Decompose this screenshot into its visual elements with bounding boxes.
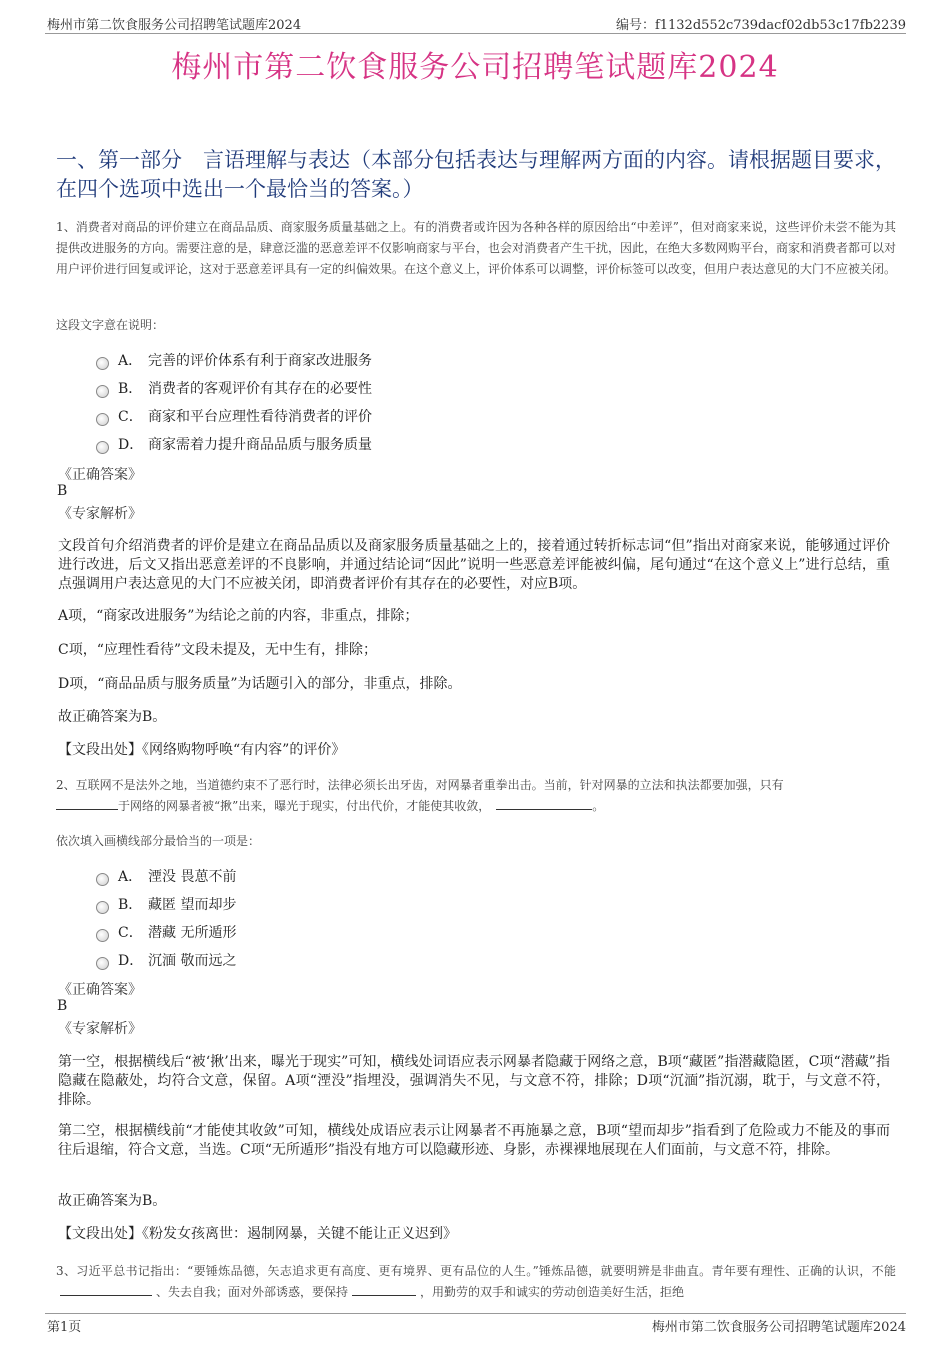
question-2-option-a[interactable]	[96, 866, 236, 886]
question-3-text: 3、习近平总书记指出：“要锤炼品德，矢志追求更有高度、更有境界、更有品位的人生。”锤炼品德，就要明辨是非曲直。青年要有理性、正确的认识，不能、失去自我；面对外部诱惑，要保持 ，用勤劳的双手和诚实的劳动创造美好生活，拒绝	[56, 1264, 896, 1299]
analysis-paragraph: 文段首句介绍消费者的评价是建立在商品品质以及商家服务质量基础之上的，接着通过转折标志词“但”指出对商家来说，能够通过评价进行改进，后文又指出恶意差评的不良影响，并通过结论词“因此”说明一些恶意差评能被纠偏，尾句通过“在这个意义上”进行总结，重点强调用户表达意见的大门不应被关闭，即消费者评价有其存在的必要性，对应B项。	[58, 538, 890, 592]
option-letter: A．	[118, 353, 143, 369]
radio-icon[interactable]	[96, 901, 109, 914]
footer-divider	[45, 1313, 906, 1314]
fill-blank[interactable]	[496, 797, 592, 810]
option-letter: D．	[118, 437, 144, 453]
header-left: 梅州市第二饮食服务公司招聘笔试题库2024	[47, 18, 302, 33]
analysis-paragraph: 故正确答案为B。	[58, 709, 167, 725]
option-letter: B．	[118, 381, 143, 397]
option-letter: D．	[118, 953, 144, 969]
correct-answer: B	[57, 998, 68, 1014]
option-text: 湮没 畏葸不前	[148, 869, 237, 885]
radio-icon[interactable]	[96, 413, 109, 426]
option-letter: C．	[118, 409, 143, 425]
question-2-option-c[interactable]	[96, 922, 236, 942]
option-letter: A．	[118, 869, 143, 885]
answer-label: 《正确答案》	[58, 467, 142, 483]
option-text: 潜藏 无所遁形	[148, 925, 237, 941]
question-2-option-d[interactable]	[96, 950, 236, 970]
fill-blank[interactable]	[352, 1283, 416, 1296]
source-citation: 【文段出处】《网络购物呼唤“有内容”的评价》	[58, 742, 346, 758]
analysis-label: 《专家解析》	[58, 1021, 142, 1037]
question-2-prompt: 依次填入画横线部分最恰当的一项是：	[56, 834, 261, 848]
option-text: 商家和平台应理性看待消费者的评价	[148, 409, 372, 425]
fill-blank[interactable]	[56, 797, 118, 810]
question-1-prompt: 这段文字意在说明：	[56, 318, 165, 332]
header-divider	[45, 33, 906, 34]
radio-icon[interactable]	[96, 873, 109, 886]
question-2-option-b[interactable]	[96, 894, 236, 914]
analysis-paragraph: A项，“商家改进服务”为结论之前的内容，非重点，排除；	[58, 608, 419, 624]
question-2-text: 2、互联网不是法外之地，当道德约束不了恶行时，法律必须长出牙齿，对网暴者重拳出击。当前，针对网暴的立法和执法都要加强，只有 于网络的网暴者被“揪”出来，曝光于现实，付出代价，才能使其收敛， 。	[56, 778, 784, 813]
analysis-paragraph: D项，“商品品质与服务质量”为话题引入的部分，非重点，排除。	[58, 676, 462, 692]
analysis-paragraph: 第二空，根据横线前“才能使其收敛”可知，横线处成语应表示让网暴者不再施暴之意，B项“望而却步”指看到了危险或力不能及的事而往后退缩，符合文意，当选。C项“无所遁形”指没有地方可以隐藏形迹、身影，赤裸裸地展现在人们面前，与文意不符，排除。	[58, 1123, 890, 1158]
header-document-id: 编号：f1132d552c739dacf02db53c17fb2239	[615, 18, 906, 33]
radio-icon[interactable]	[96, 929, 109, 942]
option-text: 商家需着力提升商品品质与服务质量	[148, 437, 372, 453]
analysis-paragraph: 故正确答案为B。	[58, 1193, 167, 1209]
source-citation: 【文段出处】《粉发女孩离世：遏制网暴，关键不能让正义迟到》	[58, 1226, 457, 1242]
question-1-option-b[interactable]	[96, 378, 372, 398]
footer-title: 梅州市第二饮食服务公司招聘笔试题库2024	[651, 1320, 906, 1335]
question-1-option-c[interactable]	[96, 406, 372, 426]
section-heading: 一、第一部分 言语理解与表达（本部分包括表达与理解两方面的内容。请根据题目要求，在四个选项中选出一个最恰当的答案。）	[56, 148, 896, 201]
radio-icon[interactable]	[96, 357, 109, 370]
analysis-label: 《专家解析》	[58, 506, 142, 522]
question-1-text: 1、消费者对商品的评价建立在商品品质、商家服务质量基础之上。有的消费者或许因为各种各样的原因给出“中差评”，但对商家来说，这些评价未尝不能为其提供改进服务的方向。需要注意的是，肆意泛滥的恶意差评不仅影响商家与平台，也会对消费者产生干扰，因此，在绝大多数网购平台，商家和消费者都可以对用户评价进行回复或评论，这对于恶意差评具有一定的纠偏效果。在这个意义上，评价体系可以调整，评价标签可以改变，但用户表达意见的大门不应被关闭。	[56, 220, 897, 276]
option-text: 沉湎 敬而远之	[148, 953, 237, 969]
page-title: 梅州市第二饮食服务公司招聘笔试题库2024	[171, 50, 779, 85]
radio-icon[interactable]	[96, 385, 109, 398]
radio-icon[interactable]	[96, 957, 109, 970]
option-letter: B．	[118, 897, 143, 913]
page-number: 第1页	[47, 1320, 82, 1335]
question-1-option-a[interactable]	[96, 350, 372, 370]
analysis-paragraph: C项，“应理性看待”文段未提及，无中生有，排除；	[58, 642, 378, 658]
question-1-option-d[interactable]	[96, 434, 372, 454]
analysis-paragraph: 第一空，根据横线后“被‘揪’出来，曝光于现实”可知，横线处词语应表示网暴者隐藏于网络之意，B项“藏匿”指潜藏隐匿，C项“潜藏”指隐藏在隐蔽处，均符合文意，保留。A项“湮没”指埋没，强调消失不见，与文意不符，排除；D项“沉湎”指沉溺，耽于，与文意不符，排除。	[58, 1054, 890, 1108]
option-text: 藏匿 望而却步	[148, 897, 237, 913]
option-letter: C．	[118, 925, 143, 941]
answer-label: 《正确答案》	[58, 982, 142, 998]
fill-blank[interactable]	[60, 1283, 152, 1296]
correct-answer: B	[57, 483, 68, 499]
radio-icon[interactable]	[96, 441, 109, 454]
option-text: 完善的评价体系有利于商家改进服务	[148, 353, 372, 369]
option-text: 消费者的客观评价有其存在的必要性	[148, 381, 372, 397]
